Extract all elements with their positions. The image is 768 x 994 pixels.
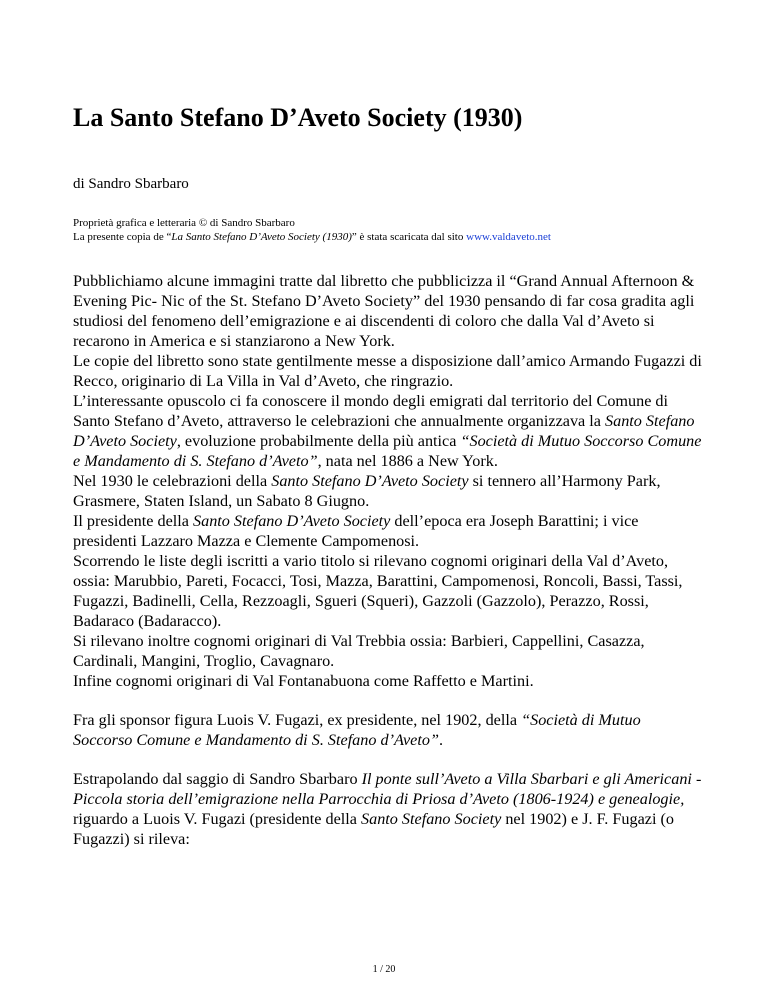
body-line: Pubblichiamo alcune immagini tratte dal libretto che pubblicizza il “Grand Annual Afternoon & Evening Pic- Nic of the St. Stefano D’Aveto Society” del 1930 pensando di far cosa gradita agli studiosi del fenomeno dell’emigrazione e ai discendenti di coloro che dalla Val d’Aveto si recarono in America e si stanziarono a New York.	[73, 272, 695, 350]
source-mid: ” è stata scaricata dal sito	[351, 231, 467, 243]
body-line: Infine cognomi originari di Val Fontanabuona come Raffetto e Martini.	[73, 672, 534, 690]
body-line	[73, 391, 703, 471]
paragraph-spacer	[73, 691, 703, 710]
body-line	[73, 511, 703, 551]
text-run: Fra gli sponsor figura Luois V. Fugazi, ex presidente, nel 1902, della	[73, 711, 522, 729]
source-prefix: La presente copia de “	[73, 231, 172, 243]
text-run: Estrapolando dal saggio di Sandro Sbarbaro	[73, 770, 362, 788]
body-line: Scorrendo le liste degli iscritti a vario titolo si rilevano cognomi originari della Val d’Aveto, ossia: Marubbio, Pareti, Focacci, Tosi, Mazza, Barattini, Campomenosi, Roncoli, Bassi, Tassi, Fugazzi, Badinelli, Cella, Rezzoagli, Sgueri (Squeri), Gazzoli (Gazzolo), Perazzo, Rossi, Badaraco (Badaracco).	[73, 552, 683, 630]
society-name: Santo Stefano D’Aveto Society	[73, 412, 695, 450]
document-title: La Santo Stefano D’Aveto Society (1930)	[73, 103, 523, 132]
text-run: .	[438, 731, 444, 749]
text-run: Il presidente della	[73, 512, 194, 530]
text-run: dell’epoca era Joseph Barattini; i vice presidenti Lazzaro Mazza e Clemente Campomenosi.	[73, 512, 639, 550]
download-source-line	[73, 230, 551, 244]
older-society-name: “Società di Mutuo Soccorso Comune e Mandamento di S. Stefano d’Aveto”	[73, 711, 641, 749]
paragraph-essay	[73, 769, 703, 849]
paragraph-spacer	[73, 750, 703, 769]
body-line: Le copie del libretto sono state gentilmente messe a disposizione dall’amico Armando Fugazzi di Recco, originario di La Villa in Val d’Aveto, che ringrazio.	[73, 352, 702, 390]
text-run: , nata nel 1886 a New York.	[317, 452, 498, 470]
essay-title: Il ponte sull’Aveto a Villa Sbarbari e gli Americani - Piccola storia dell’emigrazione nella Parrocchia di Priosa d’Aveto (1806-1924) e genealogie,	[73, 770, 702, 808]
society-name: Santo Stefano D’Aveto Society	[193, 512, 391, 530]
society-name: Santo Stefano Society	[361, 810, 502, 828]
society-name: Santo Stefano D’Aveto Society	[271, 472, 469, 490]
text-run: riguardo a Luois V. Fugazi (presidente della	[73, 810, 362, 828]
older-society-name: “Società di Mutuo Soccorso Comune e Mandamento di S. Stefano d’Aveto”	[73, 432, 702, 470]
text-run: si tennero all’Harmony Park, Grasmere, Staten Island, un Sabato 8 Giugno.	[73, 472, 661, 510]
text-run: nel 1902) e J. F. Fugazi (o Fugazzi) si rileva:	[73, 810, 674, 848]
copyright-notice	[73, 216, 551, 244]
body-line	[73, 471, 703, 511]
author-line: di Sandro Sbarbaro	[73, 176, 189, 192]
website-link[interactable]: www.valdaveto.net	[466, 231, 551, 243]
paragraph-intro	[73, 271, 703, 691]
copyright-line: Proprietà grafica e letteraria © di Sandro Sbarbaro	[73, 217, 295, 229]
article-body	[73, 271, 703, 849]
page-number: 1 / 20	[372, 964, 396, 975]
paragraph-sponsor	[73, 710, 703, 750]
text-run: L’interessante opuscolo ci fa conoscere il mondo degli emigrati dal territorio del Comune di Santo Stefano d’Aveto, attraverso le celebrazioni che annualmente organizzava la	[73, 392, 669, 430]
source-title: La Santo Stefano D’Aveto Society (1930)	[171, 231, 352, 243]
text-run: , evoluzione probabilmente della più antica	[176, 432, 461, 450]
body-line: Si rilevano inoltre cognomi originari di Val Trebbia ossia: Barbieri, Cappellini, Casazza, Cardinali, Mangini, Troglio, Cavagnaro.	[73, 632, 645, 670]
text-run: Nel 1930 le celebrazioni della	[73, 472, 272, 490]
